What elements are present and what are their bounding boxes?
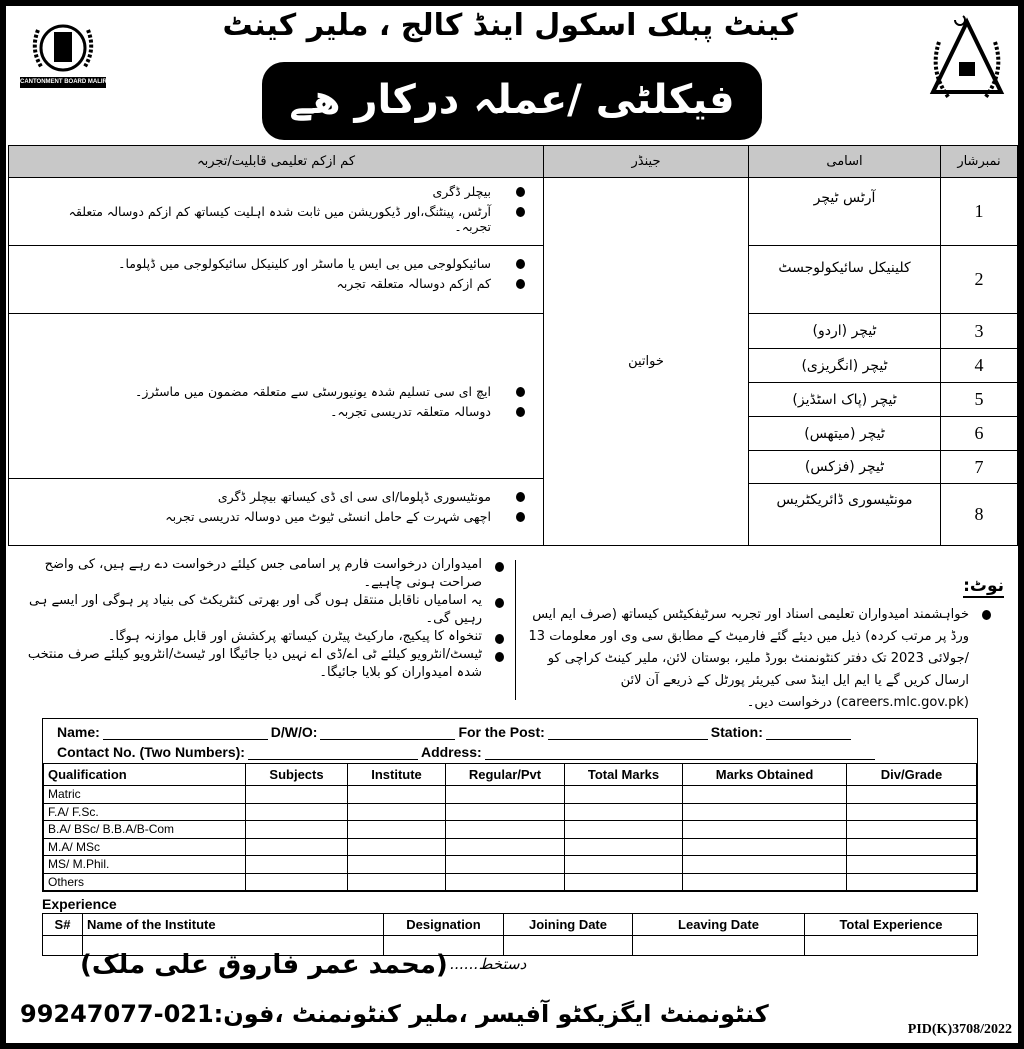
- cantonment-board-logo-text: CANTONMENT BOARD MALIR: [20, 77, 106, 88]
- serial-3: 3: [940, 313, 1018, 349]
- col-leaving-date: Leaving Date: [633, 914, 805, 936]
- col-grade: Div/Grade: [847, 764, 977, 786]
- form-row-personal: [43, 719, 977, 740]
- post-1: آرٹس ٹیچر: [748, 177, 941, 246]
- form-cell[interactable]: [805, 936, 978, 956]
- address-label: Address:: [420, 744, 482, 760]
- post-5: ٹیچر (پاک اسٹڈیز): [748, 382, 941, 417]
- institution-title: کینٹ پبلک اسکول اینڈ کالج ، ملیر کینٹ: [222, 8, 798, 43]
- form-cell[interactable]: [847, 803, 977, 821]
- form-cell[interactable]: [446, 838, 565, 856]
- form-cell[interactable]: [683, 856, 847, 874]
- serial-2: 2: [940, 245, 1018, 314]
- address-field[interactable]: [485, 746, 875, 760]
- form-cell[interactable]: [504, 936, 633, 956]
- table-row: [44, 821, 977, 839]
- table-row: [44, 838, 977, 856]
- form-cell[interactable]: [565, 873, 683, 891]
- form-cell[interactable]: [43, 936, 83, 956]
- form-cell[interactable]: [246, 856, 348, 874]
- form-cell[interactable]: [348, 821, 446, 839]
- col-qualification: Qualification: [44, 764, 246, 786]
- notes-points: [18, 556, 508, 682]
- dwo-label: D/W/O:: [270, 724, 318, 740]
- notes-heading: نوٹ:: [963, 576, 1004, 596]
- form-cell[interactable]: [246, 838, 348, 856]
- serial-6: 6: [940, 416, 1018, 451]
- post-field[interactable]: [548, 726, 708, 740]
- col-serial: S#: [43, 914, 83, 936]
- table-row: [44, 803, 977, 821]
- name-label: Name:: [57, 724, 100, 740]
- station-label: Station:: [710, 724, 763, 740]
- col-marks-obtained: Marks Obtained: [683, 764, 847, 786]
- note-main-item: خواہشمند امیدواران تعلیمی اسناد اور تجربہ سرٹیفکیٹس کیساتھ (صرف ایم ایس ورڈ پر مرتب کردہ) ذیل میں دیئے گئے فارمیٹ کے مطابق سی وی اور معلومات 13 /جولائی 2023 تک دفتر کنٹونمنٹ بورڈ ملیر، بوستان لائن، ملیر کینٹ کراچی کو ارسال کریں گے یا ایم ایل اینڈ سی کیریئر پورٹل کے ذریعے آن لائن (careers.mlc.gov.pk) درخواست دیں۔: [525, 604, 995, 714]
- col-regular: Regular/Pvt: [446, 764, 565, 786]
- qualification-group-2: [8, 245, 544, 314]
- notes-divider: [515, 560, 516, 700]
- header-serial: نمبرشار: [940, 145, 1018, 178]
- col-designation: Designation: [384, 914, 504, 936]
- form-cell[interactable]: [847, 821, 977, 839]
- post-7: ٹیچر (فزکس): [748, 450, 941, 484]
- form-cell[interactable]: [348, 838, 446, 856]
- form-cell[interactable]: [565, 803, 683, 821]
- form-cell[interactable]: [348, 873, 446, 891]
- note-point: تنخواہ کا پیکیج، مارکیٹ پیٹرن کیساتھ پرکشش اور قابل موازنہ ہوگا۔: [18, 628, 508, 646]
- serial-4: 4: [940, 348, 1018, 383]
- vacancy-banner: فیکلٹی /عملہ درکار ھے: [262, 62, 762, 140]
- contact-label: Contact No. (Two Numbers):: [57, 744, 245, 760]
- row-label: Matric: [44, 786, 246, 804]
- station-field[interactable]: [766, 726, 851, 740]
- dwo-field[interactable]: [320, 726, 455, 740]
- contact-field[interactable]: [248, 746, 418, 760]
- col-joining-date: Joining Date: [504, 914, 633, 936]
- qualification-item: مونٹیسوری ڈپلوما/ای سی ای ڈی کیساتھ بیچلر ڈگری: [29, 489, 533, 504]
- header-gender: جینڈر: [543, 145, 749, 178]
- row-label: F.A/ F.Sc.: [44, 803, 246, 821]
- cantonment-board-logo: [18, 12, 108, 77]
- col-total-marks: Total Marks: [565, 764, 683, 786]
- form-cell[interactable]: [348, 803, 446, 821]
- qualification-group-4: [8, 478, 544, 546]
- serial-7: 7: [940, 450, 1018, 484]
- form-cell[interactable]: [446, 803, 565, 821]
- form-cell[interactable]: [446, 786, 565, 804]
- note-point: امیدواران درخواست فارم پر اسامی جس کیلئے درخواست دے رہے ہیں، کی واضح صراحت ہونی چاہیے۔: [18, 556, 508, 592]
- form-cell[interactable]: [446, 856, 565, 874]
- row-label: Others: [44, 873, 246, 891]
- form-cell[interactable]: [246, 821, 348, 839]
- signature-label: دستخط......: [450, 955, 527, 973]
- col-institute: Institute: [348, 764, 446, 786]
- col-institute-name: Name of the Institute: [83, 914, 384, 936]
- row-label: MS/ M.Phil.: [44, 856, 246, 874]
- form-cell[interactable]: [683, 873, 847, 891]
- form-cell[interactable]: [565, 821, 683, 839]
- table-row: [44, 873, 977, 891]
- serial-8: 8: [940, 483, 1018, 546]
- note-point: ٹیسٹ/انٹرویو کیلئے ٹی اے/ڈی اے نہیں دیا جائیگا اور ٹیسٹ/انٹرویو کیلئے صرف منتخب شدہ امیدواران کو بلایا جائیگا۔: [18, 646, 508, 682]
- form-cell[interactable]: [348, 856, 446, 874]
- form-cell[interactable]: [565, 786, 683, 804]
- form-cell[interactable]: [565, 856, 683, 874]
- office-contact: کنٹونمنٹ ایگزیکٹو آفیسر ،ملیر کنٹونمنٹ ،فون:021-99247077: [20, 1000, 769, 1028]
- serial-5: 5: [940, 382, 1018, 417]
- serial-1: 1: [940, 177, 1018, 246]
- table-row: [44, 856, 977, 874]
- application-form: [42, 718, 978, 892]
- post-6: ٹیچر (میتھس): [748, 416, 941, 451]
- form-cell[interactable]: [683, 821, 847, 839]
- post-8: مونٹیسوری ڈائریکٹریس: [748, 483, 941, 546]
- post-3: ٹیچر (اردو): [748, 313, 941, 349]
- qualification-item: آرٹس، پینٹنگ،اور ڈیکوریشن میں ثابت شدہ اہلیت کیساتھ کم ازکم دوسالہ متعلقہ تجربہ۔: [29, 204, 533, 234]
- form-cell[interactable]: [683, 838, 847, 856]
- qualification-item: ایچ ای سی تسلیم شدہ یونیورسٹی سے متعلقہ مضمون میں ماسٹرز۔: [29, 384, 533, 399]
- school-crest-logo: [925, 12, 1010, 107]
- post-label: For the Post:: [458, 724, 545, 740]
- form-cell[interactable]: [847, 838, 977, 856]
- form-cell[interactable]: [683, 803, 847, 821]
- table-row: [44, 786, 977, 804]
- qualification-item: سائیکولوجی میں بی ایس یا ماسٹر اور کلینیکل سائیکولوجی میں ڈپلوما۔: [29, 256, 533, 271]
- qualification-group-1: [8, 177, 544, 246]
- col-total-experience: Total Experience: [805, 914, 978, 936]
- qualification-group-3: [8, 313, 544, 479]
- qualification-item: بیچلر ڈگری: [29, 184, 533, 199]
- gender-cell: خواتین: [543, 177, 749, 546]
- name-field[interactable]: [103, 726, 268, 740]
- row-label: M.A/ MSc: [44, 838, 246, 856]
- col-subjects: Subjects: [246, 764, 348, 786]
- form-cell[interactable]: [683, 786, 847, 804]
- qualification-item: اچھی شہرت کے حامل انسٹی ٹیوٹ میں دوسالہ تدریسی تجربہ: [29, 509, 533, 524]
- form-cell[interactable]: [246, 803, 348, 821]
- form-cell[interactable]: [446, 873, 565, 891]
- qualification-form-table: [43, 763, 977, 891]
- post-2: کلینیکل سائیکولوجسٹ: [748, 245, 941, 314]
- experience-label: Experience: [42, 896, 117, 912]
- form-cell[interactable]: [847, 856, 977, 874]
- form-cell[interactable]: [633, 936, 805, 956]
- form-cell[interactable]: [847, 873, 977, 891]
- signatory-name: (محمد عمر فاروق علی ملک): [80, 950, 448, 980]
- header-post: اسامی: [748, 145, 941, 178]
- note-point: یہ اسامیاں ناقابل منتقل ہوں گی اور بھرتی کنٹریکٹ کی بنیاد پر ہوگی اور ایسے ہی رہیں گی۔: [18, 592, 508, 628]
- form-cell[interactable]: [246, 873, 348, 891]
- notes-main: [525, 604, 995, 714]
- form-cell[interactable]: [847, 786, 977, 804]
- form-cell[interactable]: [348, 786, 446, 804]
- post-4: ٹیچر (انگریزی): [748, 348, 941, 383]
- pid-number: PID(K)3708/2022: [907, 1022, 1012, 1037]
- qualification-item: دوسالہ متعلقہ تدریسی تجربہ۔: [29, 404, 533, 419]
- form-row-contact: [43, 740, 977, 760]
- form-cell[interactable]: [446, 821, 565, 839]
- header-qualification: کم ازکم تعلیمی قابلیت/تجربہ: [8, 145, 544, 178]
- qualification-item: کم ازکم دوسالہ متعلقہ تجربہ: [29, 276, 533, 291]
- form-cell[interactable]: [565, 838, 683, 856]
- form-cell[interactable]: [246, 786, 348, 804]
- row-label: B.A/ BSc/ B.B.A/B-Com: [44, 821, 246, 839]
